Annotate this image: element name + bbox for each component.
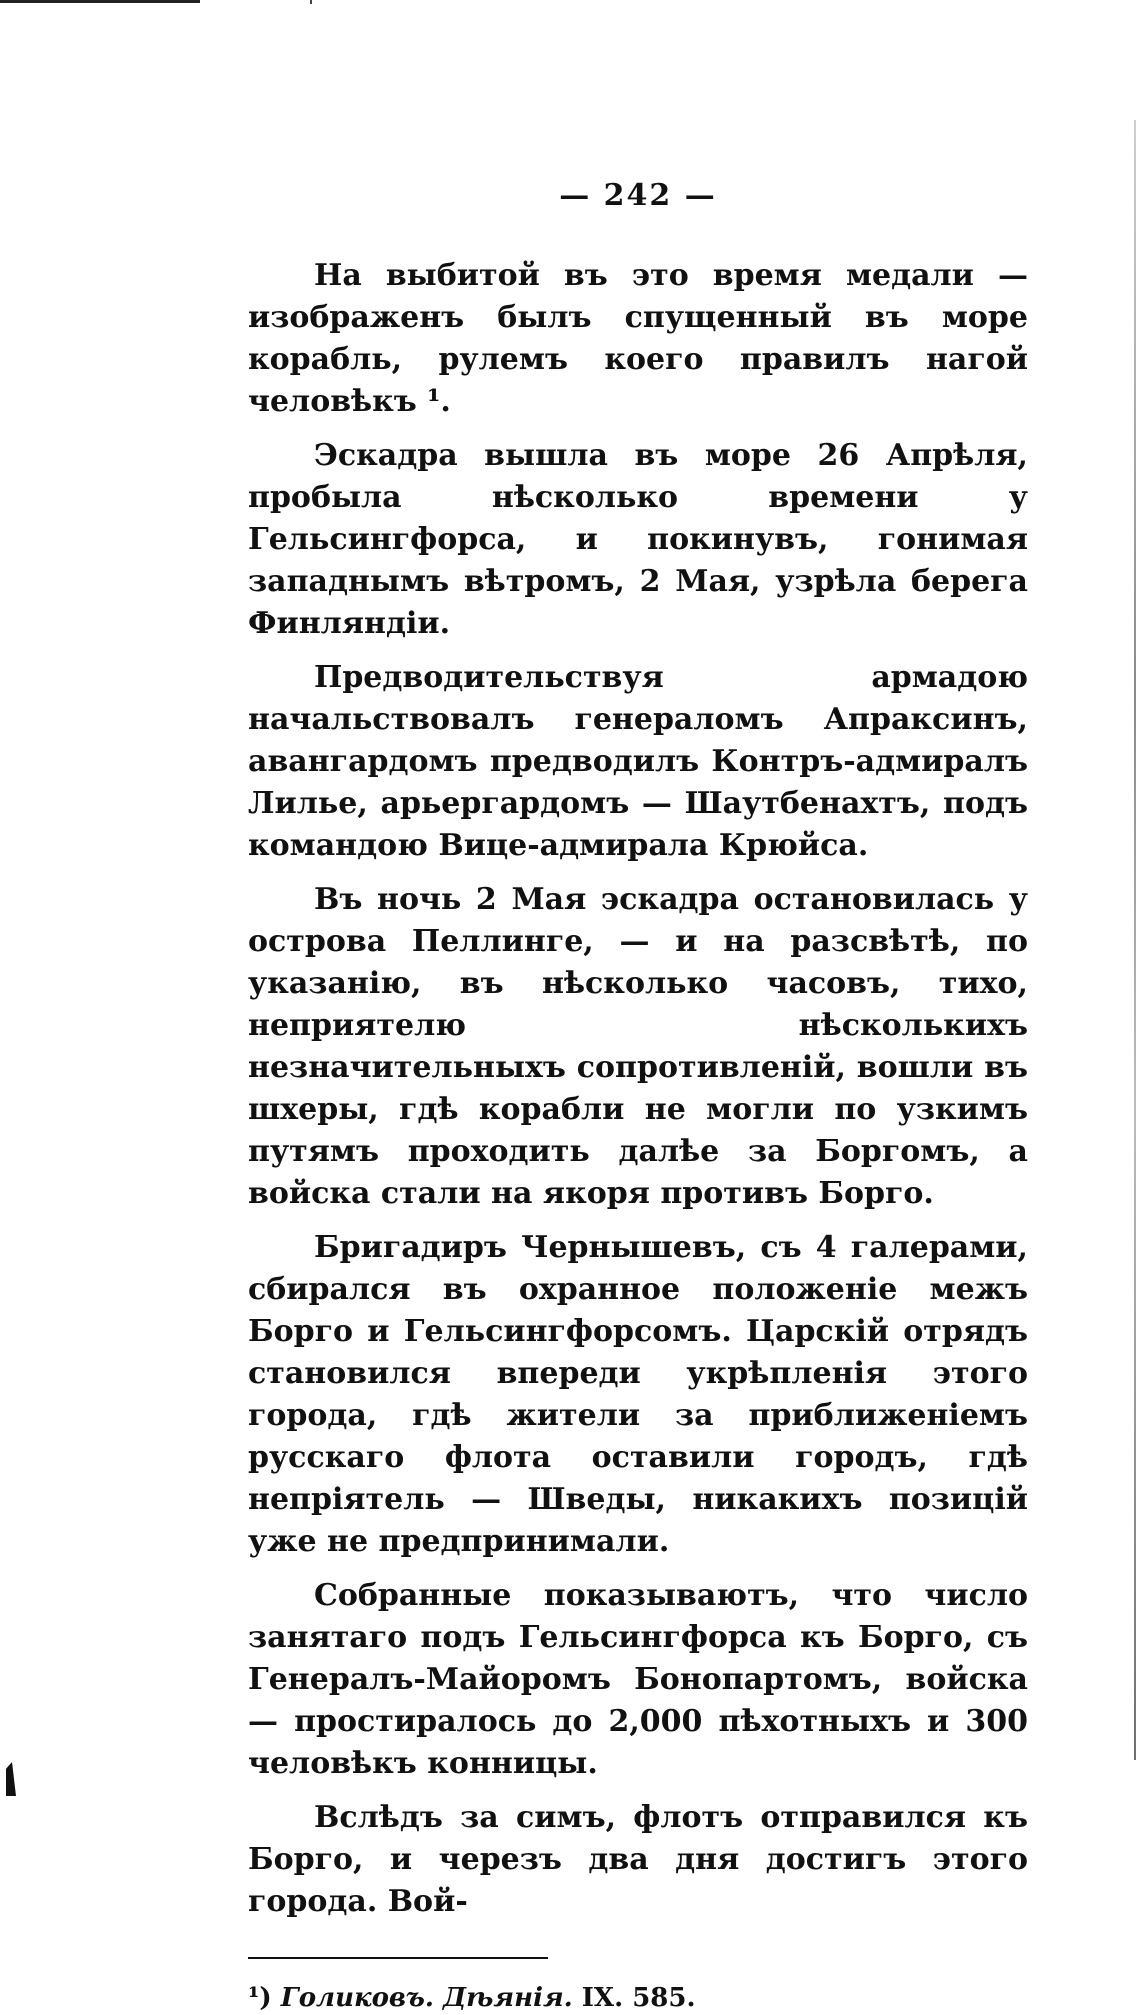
book-page [248, 178, 1028, 2015]
paragraph-3: Предводительствуя армадою начальствовалъ генераломъ Апраксинъ, авангардомъ предводилъ Контръ-адмиралъ Лилье, арьергардомъ — Шаутбенахтъ, подъ командою Вице-адмирала Крюйса. [248, 660, 1028, 863]
body-text [248, 255, 1028, 1923]
scan-right-edge [1134, 120, 1136, 1760]
scan-top-tick [310, 0, 312, 4]
paragraph-7: Вслѣдъ за симъ, флотъ отправился къ Борго, и черезъ два дня достигъ этого города. Вой- [248, 1800, 1028, 1919]
footnote-author: Голиковъ. Дѣянія. [280, 1983, 573, 2013]
paragraph-6: Собранные показываютъ, что число занятаго подъ Гельсингфорса къ Борго, съ Генералъ-Майоромъ Бонопартомъ, войска — простиралось до 2,000 пѣхотныхъ и 300 человѣкъ конницы. [248, 1578, 1028, 1781]
paragraph-1: На выбитой въ это время медали — изображенъ былъ спущенный въ море корабль, рулемъ коего правилъ нагой человѣкъ ¹. [248, 258, 1028, 419]
scan-top-rule [0, 0, 200, 3]
paragraph-2: Эскадра вышла въ море 26 Апрѣля, пробыла нѣсколько времени у Гельсингфорса, и покинувъ, гонимая западнымъ вѣтромъ, 2 Мая, узрѣла берега Финляндіи. [248, 438, 1028, 641]
footnote-reference: IX. 585. [581, 1983, 696, 2013]
paragraph-4: Въ ночь 2 Мая эскадра остановилась у острова Пеллинге, — и на разсвѣтѣ, по указанію, въ нѣсколько часовъ, тихо, неприятелю нѣсколькихъ незначительныхъ сопротивленій, вошли въ шхеры, гдѣ корабли не могли по узкимъ путямъ проходить далѣе за Боргомъ, а войска стали на якоря противъ Борго. [248, 882, 1028, 1211]
scan-left-mark [6, 1762, 16, 1796]
footnote-rule [248, 1957, 548, 1959]
footnote-marker: ¹) [248, 1983, 272, 2013]
paragraph-5: Бригадиръ Чернышевъ, съ 4 галерами, сбирался въ охранное положеніе межъ Борго и Гельсингфорсомъ. Царскій отрядъ становился впереди укрѣпленія этого города, гдѣ жители за приближеніемъ русскаго флота оставили городъ, гдѣ непріятель — Шведы, никакихъ позицій уже не предпринимали. [248, 1230, 1028, 1559]
footnote [248, 1981, 1028, 2015]
page-number: — 242 — [559, 178, 717, 213]
